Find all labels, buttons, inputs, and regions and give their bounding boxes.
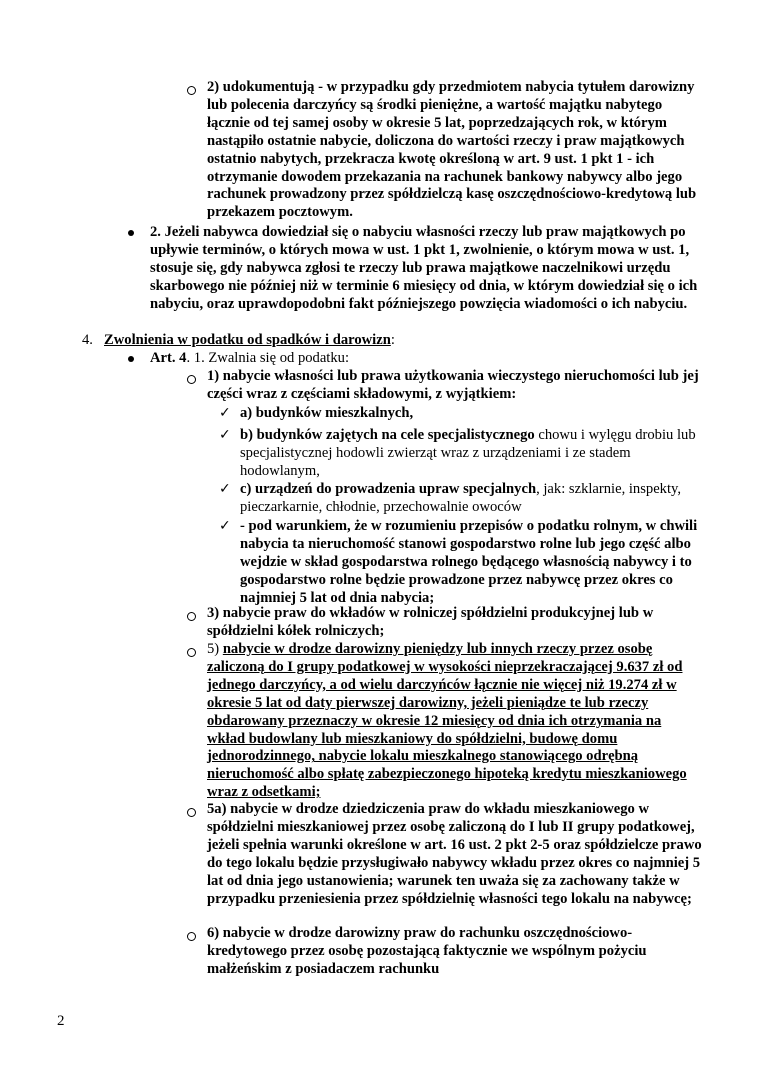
item-text: 3) nabycie praw do wkładów w rolniczej spółdzielni produkcyjnej lub w spółdzielni kółek rolniczych; xyxy=(207,605,654,639)
article-4-intro xyxy=(150,350,705,368)
exemption-item-5 xyxy=(207,641,703,802)
item-text: nabycie w drodze darowizny pieniędzy lub innych rzeczy przez osobę zaliczoną do I grupy podatkowej w wysokości nieprzekraczającej 9.637 zł od jednego darczyńcy, a od wielu darczyńców łącznie nie więcej niż 19.274 zł w okresie 5 lat od daty pierwszej darowizny, jeżeli pieniądze te lub rzeczy obdarowany przeznaczy w okresie 12 miesięcy od dnia ich otrzymania na wkład budowlany lub mieszkaniowy do spółdzielni, budowę domu jednorodzinnego, nabycie lokalu mieszkalnego stanowiącego odrębną nieruchomość albo spłatę zabezpieczonego hipoteką kredytu mieszkaniowego wraz z odsetkami; xyxy=(207,641,687,801)
item-text-normal: chowu i wylęgu drobiu lub specjalistycznej hodowli zwierząt wraz z urządzeniami i ze stadem hodowlanym, xyxy=(240,427,696,479)
item-text-normal: , jak: szklarnie, inspekty, pieczarkarnie, chłodnie, przechowalnie owoców xyxy=(240,481,682,515)
circle-bullet-icon xyxy=(187,808,196,817)
item-text: 2) udokumentują - w przypadku gdy przedmiotem nabycia tytułem darowizny lub polecenia darczyńcy są środki pieniężne, a wartość majątku nabytego łącznie od tej samej osoby w okresie 5 lat, poprzedzających rok, w którym nastąpiło ostatnie nabycie, doliczona do wartości rzeczy i praw majątkowych ostatnio nabytych, przekracza kwotę określoną w art. 9 ust. 1 pkt 1 - ich otrzymanie dowodem przekazania na rachunek bankowy nabywcy albo jego rachunek prowadzony przez spółdzielczą kasę oszczędnościowo-kredytową lub przekazem pocztowym. xyxy=(207,79,697,221)
exemption-item-5a xyxy=(207,801,703,908)
exemption-item-6 xyxy=(207,925,703,979)
exception-b xyxy=(240,427,708,481)
exemption-item-3 xyxy=(207,605,703,641)
checkmark-icon: ✓ xyxy=(219,427,231,443)
item-number: 5) xyxy=(207,641,223,657)
exception-c xyxy=(240,481,702,517)
disc-bullet-icon xyxy=(128,356,134,362)
item-text-bold: c) urządzeń do prowadzenia upraw specjalnych xyxy=(240,481,537,497)
section-heading xyxy=(104,332,704,350)
item-text: 6) nabycie w drodze darowizny praw do rachunku oszczędnościowo-kredytowego przez osobę pozostającą faktycznie we wspólnym pożyciu małżeńskim z posiadaczem rachunku xyxy=(207,925,647,977)
circle-bullet-icon xyxy=(187,648,196,657)
item-text-bold: b) budynków zajętych na cele specjalistycznego xyxy=(240,427,535,443)
exemption-item-1 xyxy=(207,368,703,404)
article-label: Art. 4 xyxy=(150,350,187,366)
item-text: 1) nabycie własności lub prawa użytkowania wieczystego nieruchomości lub jej części wraz z częściami składowymi, z wyjątkiem: xyxy=(207,368,699,402)
paragraph-text: 2. Jeżeli nabywca dowiedział się o nabyciu własności rzeczy lub praw majątkowych po upływie terminów, o których mowa w ust. 1 pkt 1, zwolnienie, o którym mowa w ust. 1, stosuje się, gdy nabywca zgłosi te rzeczy lub prawa majątkowe naczelnikowi urzędu skarbowego nie później niż w terminie 6 miesięcy od dnia, w którym dowiedział się o ich nabyciu, oraz uprawdopodobni fakt późniejszego powzięcia wiadomości o ich nabyciu. xyxy=(150,224,698,312)
exception-a xyxy=(240,405,702,423)
circle-bullet-icon xyxy=(187,86,196,95)
page-number: 2 xyxy=(57,1013,65,1029)
paragraph-2-late-knowledge xyxy=(150,224,705,314)
list-item-2-documentation xyxy=(207,79,703,222)
disc-bullet-icon xyxy=(128,230,134,236)
article-intro-text: . 1. Zwalnia się od podatku: xyxy=(186,350,350,366)
section-title: Zwolnienia w podatku od spadków i darowizn xyxy=(104,332,391,348)
checkmark-icon: ✓ xyxy=(219,481,231,497)
circle-bullet-icon xyxy=(187,612,196,621)
section-colon: : xyxy=(390,332,395,348)
circle-bullet-icon xyxy=(187,375,196,384)
condition-farm xyxy=(240,518,702,608)
item-text: a) budynków mieszkalnych, xyxy=(240,405,414,421)
checkmark-icon: ✓ xyxy=(219,518,231,534)
checkmark-icon: ✓ xyxy=(219,405,231,421)
item-text: 5a) nabycie w drodze dziedziczenia praw do wkładu mieszkaniowego w spółdzielni mieszkaniowej przez osobę zaliczoną do I lub II grupy podatkowej, jeżeli spełnia warunki określone w art. 16 ust. 2 pkt 2-5 oraz spółdzielcze prawo do tego lokalu będzie przysługiwało nabywcy wkładu przez okres co najmniej 5 lat od dnia jego ustanowienia; warunek ten uważa się za zachowany także w przypadku przeniesienia przez spółdzielnię własności tego lokalu na nabywcę; xyxy=(207,801,702,907)
item-text: - pod warunkiem, że w rozumieniu przepisów o podatku rolnym, w chwili nabycia ta nieruchomość stanowi gospodarstwo rolne lub jego część albo wejdzie w skład gospodarstwa rolnego będącego własnością nabywcy i to gospodarstwo rolne będzie prowadzone przez nabywcę przez okres co najmniej 5 lat od dnia nabycia; xyxy=(240,518,698,606)
circle-bullet-icon xyxy=(187,932,196,941)
section-number: 4. xyxy=(82,332,93,348)
